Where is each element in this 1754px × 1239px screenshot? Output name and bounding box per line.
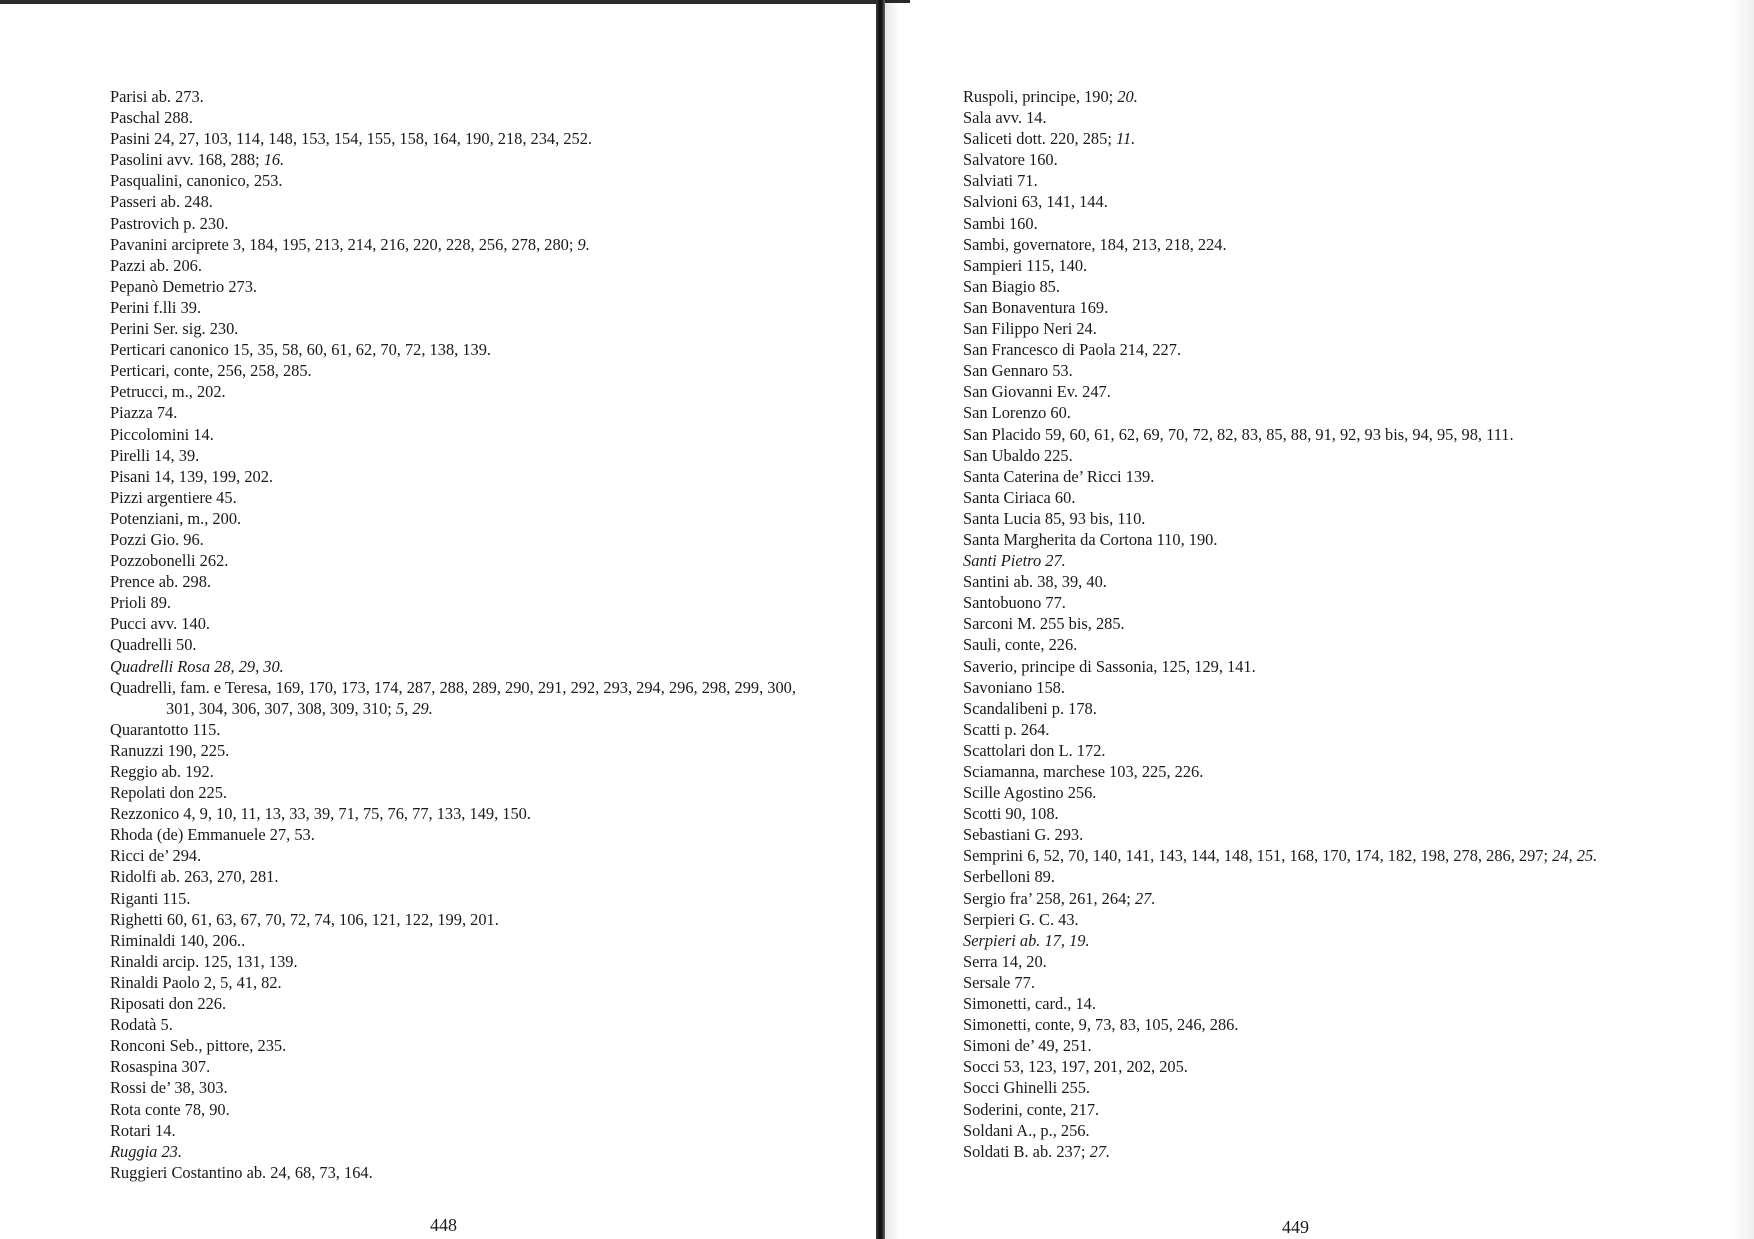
index-entry xyxy=(963,613,1723,634)
entry-text: Riminaldi 140, 206.. xyxy=(110,930,246,950)
index-entry xyxy=(110,951,800,972)
entry-text: Saverio, principe di Sassonia, 125, 129, 141. xyxy=(963,656,1256,676)
entry-text: San Biagio 85. xyxy=(963,276,1060,296)
index-entry xyxy=(963,149,1723,170)
index-entry xyxy=(110,1035,800,1056)
entry-text: Santa Ciriaca 60. xyxy=(963,487,1076,507)
index-entry xyxy=(963,529,1723,550)
entry-text: Soderini, conte, 217. xyxy=(963,1099,1100,1119)
entry-text: Scandalibeni p. 178. xyxy=(963,698,1097,718)
entry-text: Soldani A., p., 256. xyxy=(963,1120,1090,1140)
entry-text: Scille Agostino 256. xyxy=(963,783,1097,803)
entry-text: Riganti 115. xyxy=(110,888,191,908)
entry-text: Simonetti, conte, 9, 73, 83, 105, 246, 286. xyxy=(963,1015,1239,1035)
index-entry xyxy=(110,550,800,571)
entry-text: Pepanò Demetrio 273. xyxy=(110,276,258,296)
entry-text: Sambi 160. xyxy=(963,213,1038,233)
index-entry xyxy=(110,529,800,550)
index-entry xyxy=(110,634,800,655)
index-entry xyxy=(963,381,1723,402)
entry-text: Sciamanna, marchese 103, 225, 226. xyxy=(963,762,1204,781)
entry-text: Salvioni 63, 141, 144. xyxy=(963,192,1108,212)
index-entry xyxy=(963,550,1723,571)
left-page-index xyxy=(110,86,800,1183)
entry-italic-text: 24, 25. xyxy=(1552,846,1598,866)
entry-text: Prence ab. 298. xyxy=(110,572,212,592)
entry-text: Pirelli 14, 39. xyxy=(110,445,200,465)
page-number-right: 449 xyxy=(1282,1217,1309,1237)
index-entry xyxy=(963,234,1723,255)
entry-text: Rota conte 78, 90. xyxy=(110,1099,230,1119)
entry-text: Serbelloni 89. xyxy=(963,867,1055,887)
entry-text: Quadrelli, fam. e Teresa, 169, 170, 173, 174, 287, 288, 289, 290, 291, 292, 293, 294, 296, 298, 299, 300, 301, 304, 306, 307, 308, 309, 310; xyxy=(110,677,796,718)
entry-text: Scotti 90, 108. xyxy=(963,804,1059,824)
index-entry xyxy=(110,255,800,276)
entry-text: Rhoda (de) Emmanuele 27, 53. xyxy=(110,825,315,845)
entry-text: Pasqualini, canonico, 253. xyxy=(110,171,283,191)
entry-text: Ridolfi ab. 263, 270, 281. xyxy=(110,867,279,887)
entry-text: Santini ab. 38, 39, 40. xyxy=(963,572,1107,592)
index-entry xyxy=(963,866,1723,887)
index-entry xyxy=(110,128,800,149)
index-entry xyxy=(110,424,800,445)
entry-text: Perini f.lli 39. xyxy=(110,297,202,317)
index-entry xyxy=(963,213,1723,234)
entry-text: Quarantotto 115. xyxy=(110,719,221,739)
index-entry xyxy=(110,318,800,339)
index-entry xyxy=(963,86,1723,107)
index-entry xyxy=(963,993,1723,1014)
index-entry xyxy=(963,740,1723,761)
entry-text: Rodatà 5. xyxy=(110,1015,173,1035)
index-entry xyxy=(110,508,800,529)
index-entry xyxy=(110,1162,800,1183)
entry-italic-text: Quadrelli Rosa 28, 29, 30. xyxy=(110,656,284,676)
entry-text: Ricci de’ 294. xyxy=(110,846,202,866)
entry-text: Rossi de’ 38, 303. xyxy=(110,1078,228,1098)
index-entry xyxy=(110,761,800,782)
index-entry xyxy=(110,360,800,381)
index-entry xyxy=(110,592,800,613)
entry-text: Quadrelli 50. xyxy=(110,635,197,655)
entry-text: Sersale 77. xyxy=(963,972,1035,992)
index-entry xyxy=(110,866,800,887)
index-entry xyxy=(963,1099,1723,1120)
page-number-left: 448 xyxy=(430,1215,457,1235)
entry-text: Perini Ser. sig. 230. xyxy=(110,319,239,339)
entry-italic-text: 27. xyxy=(1089,1141,1111,1161)
entry-italic-text: Ruggia 23. xyxy=(110,1141,182,1161)
entry-text: Pavanini arciprete 3, 184, 195, 213, 214, 216, 220, 228, 256, 278, 280; xyxy=(110,234,578,254)
entry-italic-text: 27. xyxy=(1134,888,1156,908)
index-entry xyxy=(110,845,800,866)
index-entry xyxy=(110,571,800,592)
entry-italic-text: 5, 29. xyxy=(395,698,433,718)
index-entry xyxy=(963,972,1723,993)
index-entry xyxy=(963,782,1723,803)
index-entry xyxy=(110,909,800,930)
index-entry xyxy=(110,213,800,234)
entry-text: San Francesco di Paola 214, 227. xyxy=(963,340,1182,360)
index-entry xyxy=(110,1056,800,1077)
entry-text: Parisi ab. 273. xyxy=(110,87,204,106)
index-entry xyxy=(110,677,800,719)
index-entry xyxy=(110,1099,800,1120)
entry-text: Savoniano 158. xyxy=(963,677,1065,697)
entry-text: Righetti 60, 61, 63, 67, 70, 72, 74, 106, 121, 122, 199, 201. xyxy=(110,909,499,929)
index-entry xyxy=(110,107,800,128)
entry-text: San Giovanni Ev. 247. xyxy=(963,382,1111,402)
entry-text: Perticari canonico 15, 35, 58, 60, 61, 62, 70, 72, 138, 139. xyxy=(110,340,492,360)
entry-text: Rezzonico 4, 9, 10, 11, 13, 33, 39, 71, 75, 76, 77, 133, 149, 150. xyxy=(110,804,531,824)
index-entry xyxy=(110,1141,800,1162)
index-entry xyxy=(963,1035,1723,1056)
index-entry xyxy=(963,698,1723,719)
index-entry xyxy=(963,930,1723,951)
index-entry xyxy=(963,191,1723,212)
index-entry xyxy=(963,402,1723,423)
index-entry xyxy=(963,761,1723,782)
index-entry xyxy=(963,845,1723,866)
entry-text: Ruggieri Costantino ab. 24, 68, 73, 164. xyxy=(110,1162,373,1182)
index-entry xyxy=(963,719,1723,740)
index-entry xyxy=(963,107,1723,128)
entry-text: Salvatore 160. xyxy=(963,150,1058,170)
index-entry xyxy=(963,445,1723,466)
index-entry xyxy=(963,508,1723,529)
index-entry xyxy=(963,466,1723,487)
entry-text: Simonetti, card., 14. xyxy=(963,994,1096,1014)
entry-text: San Placido 59, 60, 61, 62, 69, 70, 72, 82, 83, 85, 88, 91, 92, 93 bis, 94, 95, 98, 111. xyxy=(963,424,1514,444)
entry-text: San Ubaldo 225. xyxy=(963,445,1073,465)
index-entry xyxy=(110,930,800,951)
index-entry xyxy=(963,255,1723,276)
index-entry xyxy=(963,824,1723,845)
entry-text: Ranuzzi 190, 225. xyxy=(110,740,230,760)
entry-text: Socci Ghinelli 255. xyxy=(963,1078,1091,1098)
entry-text: San Gennaro 53. xyxy=(963,361,1073,381)
index-entry xyxy=(963,297,1723,318)
entry-text: Ruspoli, principe, 190; xyxy=(963,87,1118,106)
entry-text: Pucci avv. 140. xyxy=(110,614,210,634)
index-entry xyxy=(110,466,800,487)
entry-text: Sala avv. 14. xyxy=(963,108,1047,128)
entry-text: Santa Margherita da Cortona 110, 190. xyxy=(963,529,1218,549)
index-entry xyxy=(963,318,1723,339)
index-entry xyxy=(963,1056,1723,1077)
entry-text: Scattolari don L. 172. xyxy=(963,740,1106,760)
entry-text: Rotari 14. xyxy=(110,1120,176,1140)
entry-text: Socci 53, 123, 197, 201, 202, 205. xyxy=(963,1057,1188,1077)
book-spine xyxy=(876,0,885,1239)
entry-text: Pazzi ab. 206. xyxy=(110,255,202,275)
entry-text: Piazza 74. xyxy=(110,403,178,423)
page-top-edge xyxy=(0,0,880,4)
entry-text: Sarconi M. 255 bis, 285. xyxy=(963,614,1125,634)
index-entry xyxy=(963,951,1723,972)
index-entry xyxy=(963,1014,1723,1035)
entry-text: Sambi, governatore, 184, 213, 218, 224. xyxy=(963,234,1227,254)
entry-text: Paschal 288. xyxy=(110,108,193,128)
entry-text: Pastrovich p. 230. xyxy=(110,213,229,233)
index-entry xyxy=(110,86,800,107)
entry-text: Pizzi argentiere 45. xyxy=(110,487,237,507)
entry-text: Perticari, conte, 256, 258, 285. xyxy=(110,361,312,381)
index-entry xyxy=(110,824,800,845)
index-entry xyxy=(110,1014,800,1035)
entry-italic-text: Serpieri ab. 17, 19. xyxy=(963,930,1090,950)
entry-text: San Lorenzo 60. xyxy=(963,403,1071,423)
index-entry xyxy=(110,381,800,402)
index-entry xyxy=(110,234,800,255)
entry-text: Sebastiani G. 293. xyxy=(963,825,1084,845)
index-entry xyxy=(963,128,1723,149)
index-entry xyxy=(963,1141,1723,1162)
index-entry xyxy=(963,1120,1723,1141)
index-entry xyxy=(963,656,1723,677)
index-entry xyxy=(110,993,800,1014)
index-entry xyxy=(110,740,800,761)
entry-text: Reggio ab. 192. xyxy=(110,762,214,781)
entry-italic-text: 9. xyxy=(577,234,590,254)
entry-text: Pozzobonelli 262. xyxy=(110,551,229,571)
entry-text: Rosaspina 307. xyxy=(110,1057,211,1077)
index-entry xyxy=(110,1120,800,1141)
entry-text: Pasini 24, 27, 103, 114, 148, 153, 154, 155, 158, 164, 190, 218, 234, 252. xyxy=(110,129,593,149)
entry-text: Simoni de’ 49, 251. xyxy=(963,1036,1092,1056)
index-entry xyxy=(963,803,1723,824)
index-entry xyxy=(110,487,800,508)
entry-text: Rinaldi Paolo 2, 5, 41, 82. xyxy=(110,972,282,992)
entry-text: Saliceti dott. 220, 285; xyxy=(963,129,1116,149)
entry-text: Pozzi Gio. 96. xyxy=(110,529,204,549)
entry-text: San Filippo Neri 24. xyxy=(963,319,1097,339)
index-entry xyxy=(963,634,1723,655)
entry-text: Salviati 71. xyxy=(963,171,1038,191)
index-entry xyxy=(963,888,1723,909)
index-entry xyxy=(110,191,800,212)
index-entry xyxy=(963,909,1723,930)
entry-text: Sampieri 115, 140. xyxy=(963,255,1088,275)
index-entry xyxy=(110,170,800,191)
index-entry xyxy=(963,360,1723,381)
entry-text: Pasolini avv. 168, 288; xyxy=(110,150,264,170)
entry-text: Repolati don 225. xyxy=(110,783,227,803)
index-entry xyxy=(963,677,1723,698)
entry-text: Santa Lucia 85, 93 bis, 110. xyxy=(963,508,1146,528)
entry-italic-text: 20. xyxy=(1117,87,1138,106)
right-page-index xyxy=(963,86,1723,1162)
index-entry xyxy=(110,719,800,740)
entry-text: Petrucci, m., 202. xyxy=(110,382,226,402)
index-entry xyxy=(963,1077,1723,1098)
index-entry xyxy=(110,445,800,466)
entry-text: Sauli, conte, 226. xyxy=(963,635,1078,655)
index-entry xyxy=(110,888,800,909)
page-edge-shading xyxy=(1732,0,1754,1239)
index-entry xyxy=(963,276,1723,297)
index-entry xyxy=(963,571,1723,592)
index-entry xyxy=(110,339,800,360)
index-entry xyxy=(963,170,1723,191)
entry-text: Santobuono 77. xyxy=(963,593,1066,613)
index-entry xyxy=(110,803,800,824)
entry-text: Soldati B. ab. 237; xyxy=(963,1141,1090,1161)
entry-italic-text: 16. xyxy=(263,150,285,170)
entry-text: Serpieri G. C. 43. xyxy=(963,909,1079,929)
entry-text: Riposati don 226. xyxy=(110,994,227,1014)
entry-text: Rinaldi arcip. 125, 131, 139. xyxy=(110,951,298,971)
index-entry xyxy=(110,1077,800,1098)
entry-text: Serra 14, 20. xyxy=(963,951,1047,971)
index-entry xyxy=(963,339,1723,360)
entry-text: Passeri ab. 248. xyxy=(110,192,213,212)
index-entry xyxy=(110,402,800,423)
gutter-shadow xyxy=(885,0,899,1239)
index-entry xyxy=(110,613,800,634)
entry-text: Pisani 14, 139, 199, 202. xyxy=(110,466,274,486)
entry-text: Piccolomini 14. xyxy=(110,424,214,444)
index-entry xyxy=(110,276,800,297)
index-entry xyxy=(963,592,1723,613)
entry-text: Prioli 89. xyxy=(110,593,172,613)
entry-text: Semprini 6, 52, 70, 140, 141, 143, 144, 148, 151, 168, 170, 174, 182, 198, 278, 286, 297; xyxy=(963,846,1553,866)
index-entry xyxy=(110,149,800,170)
index-entry xyxy=(110,782,800,803)
entry-text: San Bonaventura 169. xyxy=(963,297,1109,317)
index-entry xyxy=(110,297,800,318)
index-entry xyxy=(963,487,1723,508)
entry-text: Ronconi Seb., pittore, 235. xyxy=(110,1036,287,1056)
entry-italic-text: Santi Pietro 27. xyxy=(963,551,1066,571)
index-entry xyxy=(110,656,800,677)
entry-text: Scatti p. 264. xyxy=(963,719,1050,739)
index-entry xyxy=(963,424,1723,445)
entry-italic-text: 11. xyxy=(1115,129,1136,149)
index-entry xyxy=(110,972,800,993)
entry-text: Potenziani, m., 200. xyxy=(110,508,242,528)
entry-text: Sergio fra’ 258, 261, 264; xyxy=(963,888,1135,908)
entry-text: Santa Caterina de’ Ricci 139. xyxy=(963,466,1155,486)
